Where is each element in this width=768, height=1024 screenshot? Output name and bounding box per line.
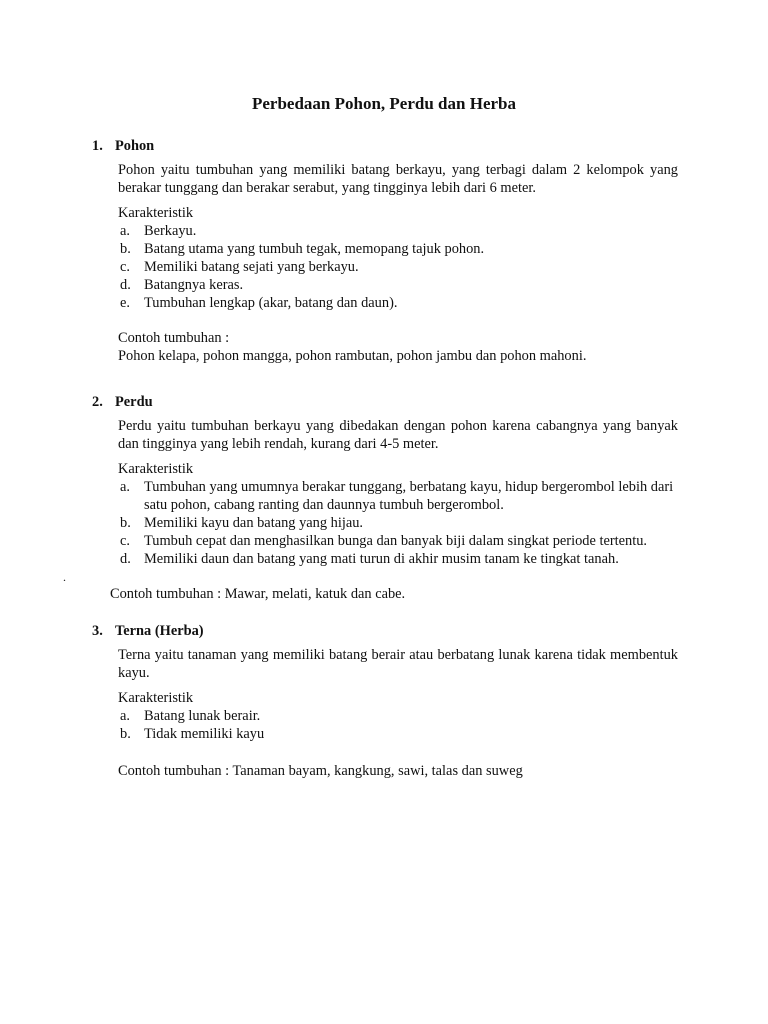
- list-marker: c.: [120, 533, 130, 549]
- list-marker: d.: [120, 551, 131, 567]
- characteristics-label: Karakteristik: [118, 461, 194, 477]
- section-heading: [92, 622, 692, 640]
- section-description: Terna yaitu tanaman yang memiliki batang berair atau berbatang lunak karena tidak membentuk kayu.: [118, 647, 678, 681]
- section-title: Pohon: [115, 138, 155, 154]
- list-item: [118, 276, 678, 294]
- list-item-text: Memiliki batang sejati yang berkayu.: [144, 259, 359, 275]
- example-text: Pohon kelapa, pohon mangga, pohon rambutan, pohon jambu dan pohon mahoni.: [118, 348, 587, 364]
- list-marker: a.: [120, 479, 130, 495]
- list-marker: b.: [120, 241, 131, 257]
- list-item: [118, 240, 678, 258]
- list-item: [118, 514, 678, 532]
- characteristics-label: Karakteristik: [118, 205, 194, 221]
- list-marker: b.: [120, 515, 131, 531]
- list-marker: e.: [120, 295, 130, 311]
- list-item: [118, 550, 678, 568]
- example-label: Contoh tumbuhan :: [118, 330, 230, 346]
- list-marker: a.: [120, 708, 130, 724]
- section-terna: [92, 622, 692, 779]
- section-heading: [92, 137, 692, 155]
- list-marker: b.: [120, 726, 131, 742]
- section-title: Perdu: [115, 394, 153, 410]
- section-title: Terna (Herba): [115, 623, 204, 639]
- list-marker: d.: [120, 277, 131, 293]
- section-description: Pohon yaitu tumbuhan yang memiliki batang berkayu, yang terbagi dalam 2 kelompok yang berakar tunggang dan berakar serabut, yang tingginya lebih dari 6 meter.: [118, 162, 678, 196]
- section-description: Perdu yaitu tumbuhan berkayu yang dibedakan dengan pohon karena cabangnya yang banyak dan tingginya yang lebih rendah, kurang dari 4-5 meter.: [118, 418, 678, 452]
- section-heading: [92, 393, 692, 411]
- list-item: [118, 707, 678, 725]
- list-item-text: Batang utama yang tumbuh tegak, memopang tajuk pohon.: [144, 241, 485, 257]
- list-item-text: Berkayu.: [144, 223, 197, 239]
- section-pohon: [92, 137, 692, 364]
- characteristics-list: [118, 478, 678, 568]
- characteristics-list: [118, 707, 678, 743]
- characteristics-list: [118, 222, 678, 312]
- list-item: [118, 294, 678, 312]
- example-block: [118, 329, 678, 365]
- list-item-text: Tumbuh cepat dan menghasilkan bunga dan banyak biji dalam singkat periode tertentu.: [144, 533, 648, 549]
- list-item: [118, 532, 678, 550]
- characteristics-label: Karakteristik: [118, 690, 194, 706]
- list-item-text: Batangnya keras.: [144, 277, 244, 293]
- list-item-text: Tumbuhan lengkap (akar, batang dan daun).: [144, 295, 398, 311]
- list-item: [118, 222, 678, 240]
- list-marker: c.: [120, 259, 130, 275]
- list-item: [118, 258, 678, 276]
- list-item-text: Memiliki kayu dan batang yang hijau.: [144, 515, 364, 531]
- example-text: Contoh tumbuhan : Mawar, melati, katuk dan cabe.: [110, 586, 406, 602]
- example-text: Contoh tumbuhan : Tanaman bayam, kangkung, sawi, talas dan suweg: [118, 763, 523, 779]
- section-perdu: [92, 393, 692, 602]
- list-marker: a.: [120, 223, 130, 239]
- characteristics-block: [118, 204, 678, 312]
- list-item-text: Memiliki daun dan batang yang mati turun di akhir musim tanam ke tingkat tanah.: [144, 551, 619, 567]
- list-item: [118, 725, 678, 743]
- stray-mark: .: [63, 570, 66, 584]
- section-number: 2.: [92, 394, 103, 410]
- section-number: 1.: [92, 138, 103, 154]
- characteristics-block: [118, 460, 678, 568]
- list-item-text: Tidak memiliki kayu: [144, 726, 265, 742]
- page-title: Perbedaan Pohon, Perdu dan Herba: [252, 94, 516, 113]
- list-item: [118, 478, 678, 514]
- characteristics-block: [118, 689, 678, 743]
- list-item-text: Tumbuhan yang umumnya berakar tunggang, berbatang kayu, hidup bergerombol lebih dari satu pohon, cabang ranting dan daunnya tumbuh bergerombol.: [144, 479, 674, 513]
- section-number: 3.: [92, 623, 103, 639]
- list-item-text: Batang lunak berair.: [144, 708, 261, 724]
